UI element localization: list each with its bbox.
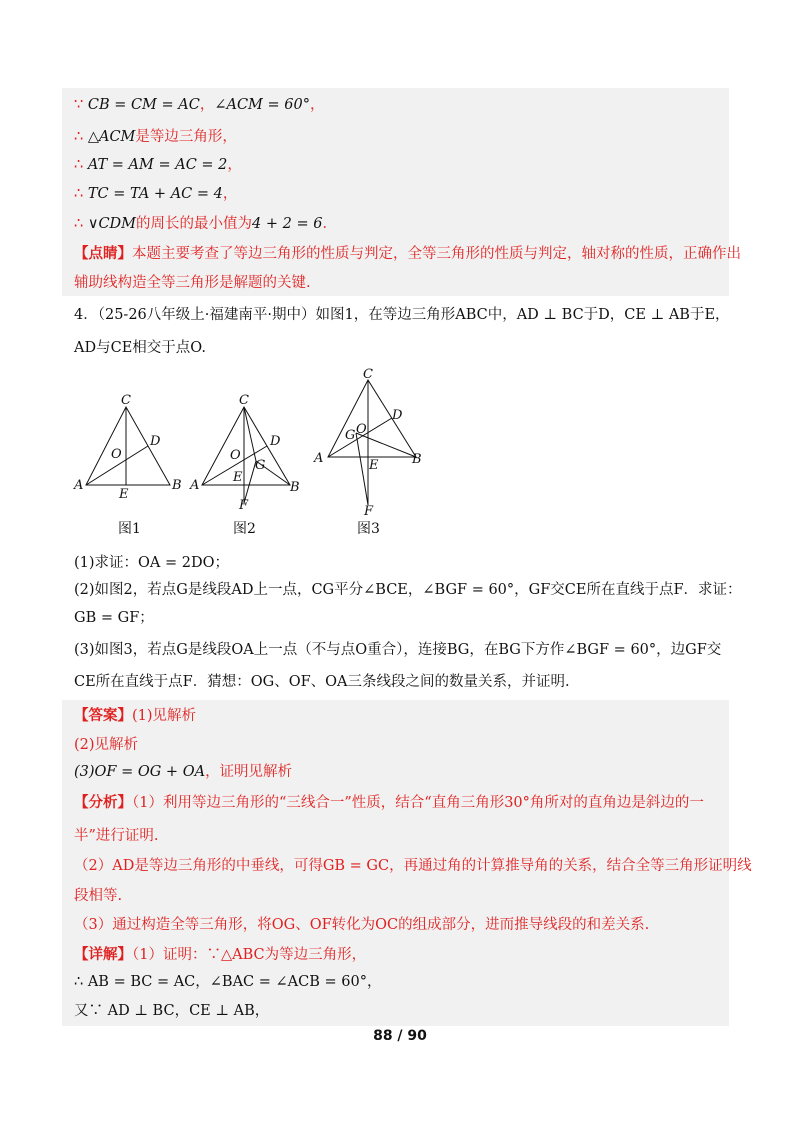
svg-text:G: G (345, 428, 356, 443)
text-line: ∵ CB = CM = AC，∠ACM = 60°， (74, 97, 325, 113)
analysis-line: 【分析】（1）利用等边三角形的“三线合一”性质，结合“直角三角形30°角所对的直角边是斜边的一 (74, 794, 704, 811)
page-number: 88 / 90 (373, 1028, 427, 1044)
svg-text:O: O (230, 448, 241, 463)
svg-text:B: B (290, 480, 300, 495)
problem-line: AD与CE相交于点O. (74, 340, 206, 356)
question-line: (1)求证：OA = 2DO； (74, 555, 230, 571)
analysis-line: （2）AD是等边三角形的中垂线，可得GB = GC，再通过角的计算推导角的关系，结合全等三角形证明线 (74, 858, 752, 874)
figure-caption: 图2 (233, 521, 256, 537)
svg-text:C: C (363, 367, 373, 382)
question-line: CE所在直线于点F．猜想：OG、OF、OA三条线段之间的数量关系，并证明. (74, 674, 570, 690)
svg-text:F: F (239, 498, 249, 513)
analysis-line: （3）通过构造全等三角形，将OG、OF转化为OC的组成部分，进而推导线段的和差关系. (74, 917, 650, 933)
problem-line: 4．（25-26八年级上·福建南平·期中）如图1，在等边三角形ABC中，AD ⊥ BC于D，CE ⊥ AB于E， (74, 307, 730, 323)
figure-1 (66, 385, 186, 505)
figure-caption: 图3 (357, 521, 380, 537)
text-line: ∴ AT = AM = AC = 2， (74, 157, 242, 173)
svg-text:E: E (233, 470, 243, 485)
answer-line: (2)见解析 (74, 737, 139, 753)
question-line: (3)如图3，若点G是线段OA上一点（不与点O重合），连接BG，在BG下方作∠BGF = 60°，边GF交 (74, 642, 722, 658)
svg-text:D: D (392, 408, 403, 423)
figure-2 (184, 385, 314, 515)
svg-text:C: C (121, 393, 131, 408)
svg-text:E: E (119, 487, 129, 502)
dianjing-line: 【点睛】本题主要考查了等边三角形的性质与判定，全等三角形的性质与判定，轴对称的性质，正确作出 (74, 245, 741, 262)
svg-text:C: C (239, 393, 249, 408)
analysis-line: 半”进行证明. (74, 828, 159, 844)
answer-line: (3)OF = OG + OA，证明见解析 (74, 764, 293, 780)
svg-text:A: A (74, 478, 84, 493)
text-line: ∴ ∨CDM的周长的最小值为4 + 2 = 6． (74, 216, 337, 232)
text-line: ∴ TC = TA + AC = 4， (74, 186, 238, 202)
figure-3 (308, 365, 438, 515)
svg-text:D: D (270, 434, 281, 449)
svg-text:D: D (150, 434, 161, 449)
svg-text:B: B (412, 452, 422, 467)
svg-text:O: O (356, 422, 367, 437)
svg-text:G: G (255, 458, 266, 473)
detail-line: 【详解】（1）证明：∵△ABC为等边三角形， (74, 946, 367, 963)
svg-text:F: F (364, 504, 374, 515)
svg-text:B: B (172, 478, 182, 493)
svg-text:O: O (111, 447, 122, 462)
svg-text:A: A (314, 451, 324, 466)
svg-text:E: E (369, 458, 379, 473)
svg-text:A: A (190, 478, 200, 493)
detail-line: 又∵ AD ⊥ BC，CE ⊥ AB， (74, 1003, 270, 1019)
detail-line: ∴ AB = BC = AC，∠BAC = ∠ACB = 60°， (74, 974, 382, 990)
answer-line: 【答案】(1)见解析 (74, 707, 197, 724)
question-line: GB = GF； (74, 610, 154, 626)
question-line: (2)如图2，若点G是线段AD上一点，CG平分∠BCE，∠BGF = 60°，GF交CE所在直线于点F．求证： (74, 582, 742, 598)
dianjing-line: 辅助线构造全等三角形是解题的关键. (74, 275, 311, 291)
analysis-line: 段相等. (74, 888, 123, 904)
text-line: ∴ △ACM是等边三角形， (74, 129, 237, 145)
figure-caption: 图1 (118, 521, 141, 537)
